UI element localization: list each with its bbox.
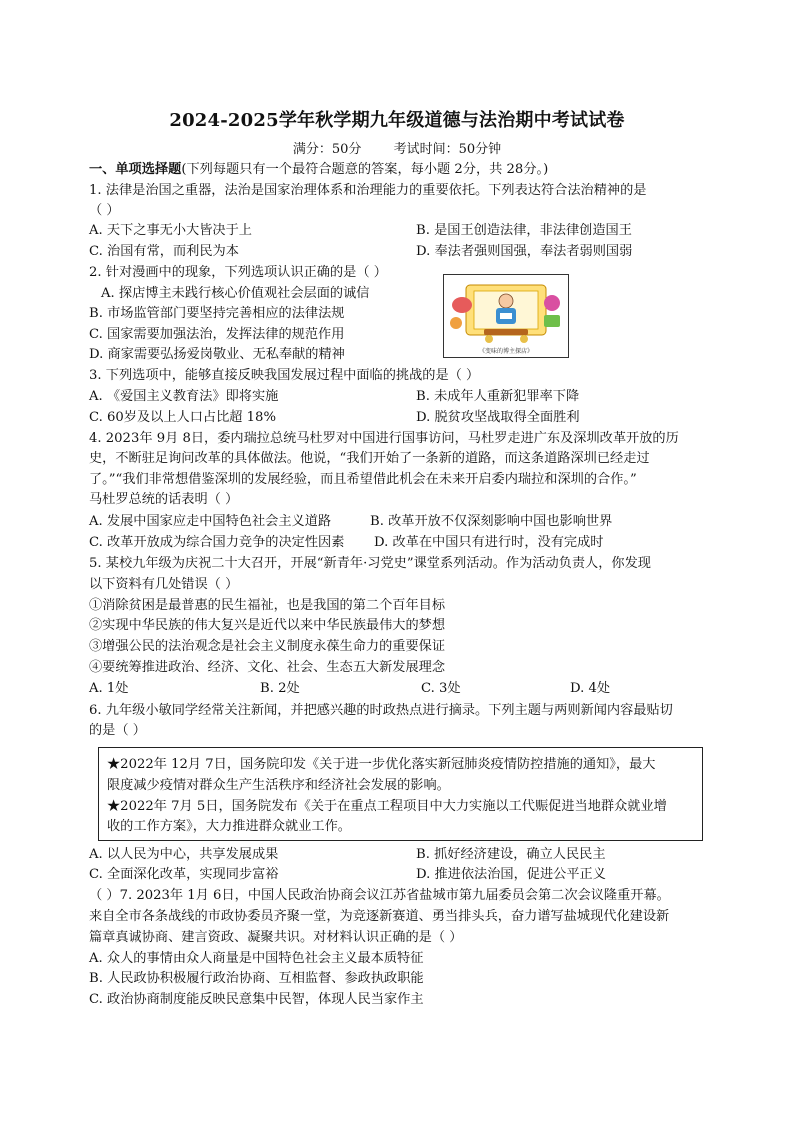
news-box bbox=[98, 747, 703, 841]
q5-line1: 5. 某校九年级为庆祝二十大召开，开展“新青年·习党史”课堂系列活动。作为活动负责人，你发现 bbox=[89, 556, 651, 571]
q5-option-a: A. 1处 bbox=[89, 681, 129, 696]
q2-option-c: C. 国家需要加强法治，发挥法律的规范作用 bbox=[89, 327, 345, 342]
q7-option-b: B. 人民政协积极履行政治协商、互相监督、参政执政职能 bbox=[89, 971, 424, 986]
q1-stem: 1. 法律是治国之重器，法治是国家治理体系和治理能力的重要依托。下列表达符合法治精神的是 bbox=[89, 183, 647, 198]
q6-option-a: A. 以人民为中心，共享发展成果 bbox=[89, 847, 279, 862]
q2-option-a: A. 探店博主未践行核心价值观社会层面的诚信 bbox=[101, 286, 370, 301]
q3-option-b: B. 未成年人重新犯罪率下降 bbox=[416, 389, 580, 404]
news1-line2: 限度减少疫情对群众生产生活秩序和经济社会发展的影响。 bbox=[107, 778, 450, 793]
q6-option-d: D. 推进依法治国，促进公平正义 bbox=[416, 867, 606, 882]
news2-line2: 收的工作方案》，大力推进群众就业工作。 bbox=[107, 819, 351, 834]
section-instruction: (下列每题只有一个最符合题意的答案，每小题 2分，共 28分。) bbox=[181, 162, 549, 177]
q7-line3: 篇章真诚协商、建言资政、凝聚共识。对材料认识正确的是（ ） bbox=[89, 930, 463, 945]
q6-option-c: C. 全面深化改革，实现同步富裕 bbox=[89, 867, 279, 882]
q4-line4: 马杜罗总统的话表明（ ） bbox=[89, 492, 239, 507]
news2-line1: ★2022年 7月 5日，国务院发布《关于在重点工程项目中大力实施以工代赈促进当地群众就业增 bbox=[107, 799, 667, 814]
q5-option-b: B. 2处 bbox=[260, 681, 300, 696]
q2-option-d: D. 商家需要弘扬爱岗敬业、无私奉献的精神 bbox=[89, 347, 345, 362]
q6-line1: 6. 九年级小敏同学经常关注新闻，并把感兴趣的时政热点进行摘录。下列主题与两则新闻内容最贴切 bbox=[89, 703, 673, 718]
q5-item1: ①消除贫困是最普惠的民生福祉，也是我国的第二个百年目标 bbox=[89, 598, 446, 613]
q1-option-d: D. 奉法者强则国强，奉法者弱则国弱 bbox=[416, 244, 633, 259]
q4-line2: 史，不断驻足询问改革的具体做法。他说，“我们开始了一条新的道路，而这条道路深圳已经走过 bbox=[89, 451, 650, 466]
q7-option-c: C. 政治协商制度能反映民意集中民智，体现人民当家作主 bbox=[89, 992, 424, 1007]
q7-line1: （ ）7. 2023年 1月 6日，中国人民政治协商会议江苏省盐城市第九届委员会第二次会议隆重开幕。 bbox=[89, 888, 670, 903]
q5-line2: 以下资料有几处错误（ ） bbox=[89, 577, 239, 592]
q5-item2: ②实现中华民族的伟大复兴是近代以来中华民族最伟大的梦想 bbox=[89, 618, 446, 633]
q7-option-a: A. 众人的事情由众人商量是中国特色社会主义最本质特征 bbox=[89, 951, 424, 966]
cartoon-caption: 《变味的博主探店》 bbox=[478, 348, 533, 355]
q3-option-a: A. 《爱国主义教育法》即将实施 bbox=[89, 389, 279, 404]
q3-stem: 3. 下列选项中，能够直接反映我国发展过程中面临的挑战的是（ ） bbox=[89, 368, 480, 383]
q5-option-c: C. 3处 bbox=[421, 681, 461, 696]
q6-line2: 的是（ ） bbox=[89, 723, 146, 738]
q3-option-c: C. 60岁及以上人口占比超 18% bbox=[89, 410, 276, 425]
q7-line2: 来自全市各条战线的市政协委员齐聚一堂，为竞逐新赛道、勇当排头兵，奋力谱写盐城现代化建设新 bbox=[89, 909, 670, 924]
q1-stem-bracket: （ ） bbox=[89, 203, 120, 218]
news1-line1: ★2022年 12月 7日，国务院印发《关于进一步优化落实新冠肺炎疫情防控措施的通知》，最大 bbox=[107, 757, 656, 772]
q5-item3: ③增强公民的法治观念是社会主义制度永葆生命力的重要保证 bbox=[89, 639, 446, 654]
q5-option-d: D. 4处 bbox=[570, 681, 611, 696]
cartoon-illustration bbox=[444, 275, 568, 357]
exam-meta bbox=[0, 138, 794, 157]
section-heading bbox=[89, 161, 548, 179]
q1-option-b: B. 是国王创造法律，非法律创造国王 bbox=[416, 223, 632, 238]
q3-option-d: D. 脱贫攻坚战取得全面胜利 bbox=[416, 410, 580, 425]
q4-option-c: C. 改革开放成为综合国力竞争的决定性因素 bbox=[89, 535, 345, 550]
q4-line3: 了。”“我们非常想借鉴深圳的发展经验，而且希望借此机会在未来开启委内瑞拉和深圳的合作。” bbox=[89, 472, 637, 487]
q1-option-c: C. 治国有常，而利民为本 bbox=[89, 244, 239, 259]
q4-option-b: B. 改革开放不仅深刻影响中国也影响世界 bbox=[370, 514, 613, 529]
exam-title: 2024-2025学年秋学期九年级道德与法治期中考试试卷 bbox=[169, 110, 625, 131]
cartoon-image bbox=[443, 274, 569, 358]
q4-line1: 4. 2023年 9月 8日，委内瑞拉总统马杜罗对中国进行国事访问，马杜罗走进广东及深圳改革开放的历 bbox=[89, 431, 679, 446]
q4-option-a: A. 发展中国家应走中国特色社会主义道路 bbox=[89, 514, 332, 529]
q4-option-d: D. 改革在中国只有进行时，没有完成时 bbox=[374, 535, 604, 550]
full-score: 满分：50分 bbox=[292, 142, 362, 157]
q2-stem: 2. 针对漫画中的现象，下列选项认识正确的是（ ） bbox=[89, 265, 387, 280]
q2-option-b: B. 市场监管部门要坚持完善相应的法律法规 bbox=[89, 306, 345, 321]
q1-option-a: A. 天下之事无小大皆决于上 bbox=[89, 223, 252, 238]
q5-item4: ④要统筹推进政治、经济、文化、社会、生态五大新发展理念 bbox=[89, 660, 446, 675]
section-title: 一、单项选择题 bbox=[89, 162, 182, 177]
exam-time: 考试时间：50分钟 bbox=[393, 142, 502, 157]
q6-option-b: B. 抓好经济建设，确立人民民主 bbox=[416, 847, 606, 862]
